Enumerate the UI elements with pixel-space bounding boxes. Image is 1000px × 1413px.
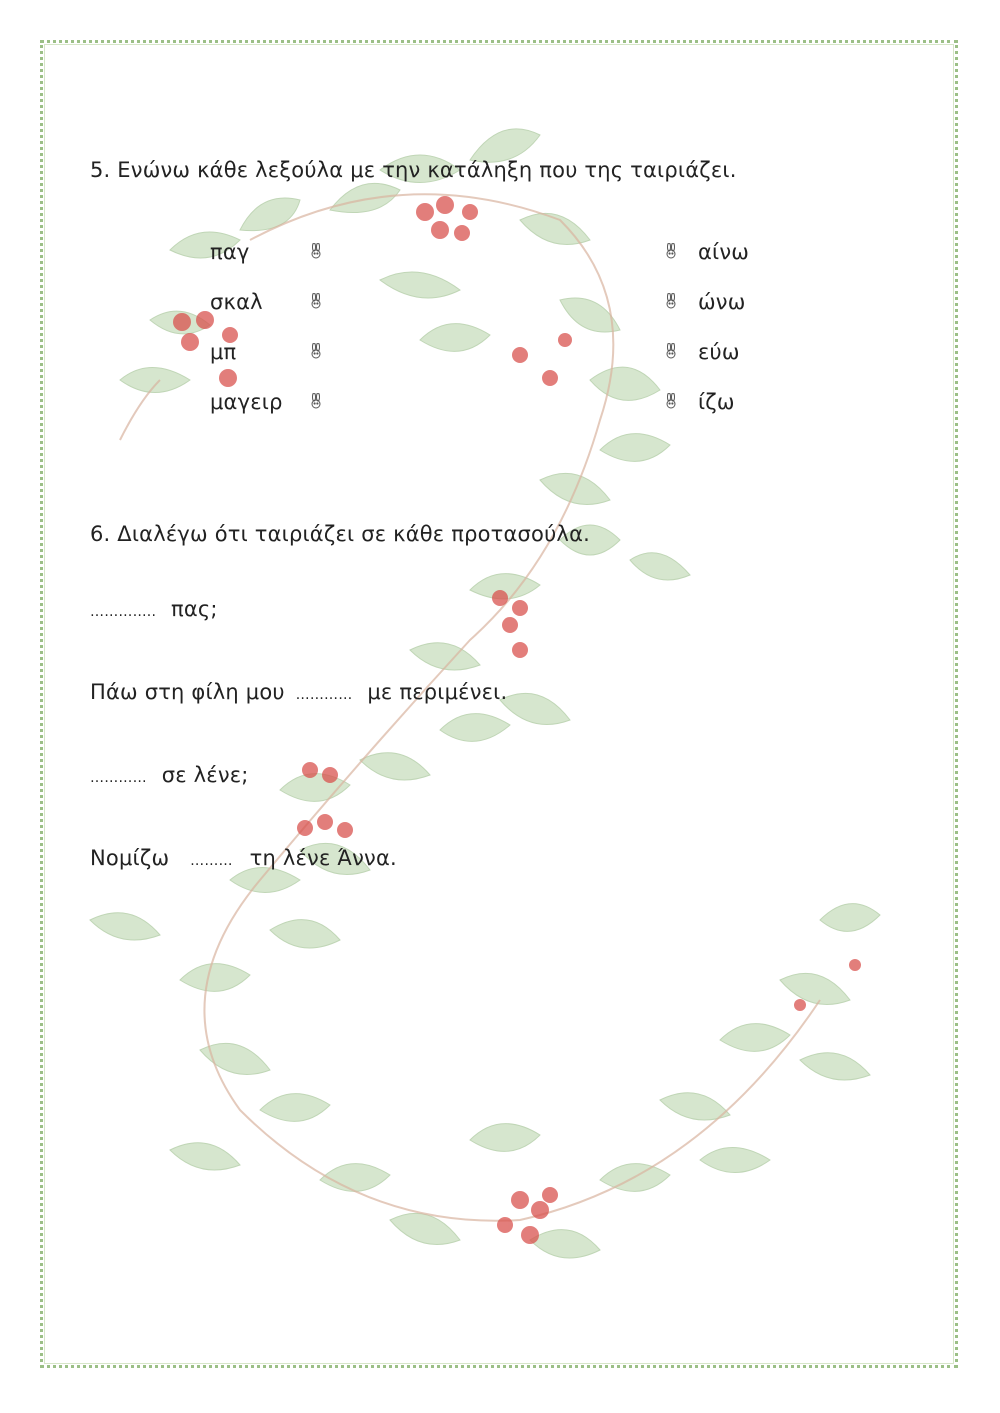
sentence-text: σε λένε; bbox=[161, 763, 249, 787]
blank-fill[interactable]: ………….. bbox=[90, 604, 157, 620]
sentence-text: με περιμένει. bbox=[367, 680, 508, 704]
bunny-bullet-icon[interactable] bbox=[665, 393, 677, 411]
blank-fill[interactable]: ………… bbox=[90, 770, 147, 786]
bunny-bullet-icon[interactable] bbox=[665, 343, 677, 361]
ending-word-2: ώνω bbox=[698, 290, 746, 314]
stem-word-3: μπ bbox=[210, 340, 237, 364]
ending-word-4: ίζω bbox=[698, 390, 735, 414]
sentence-prefix: Νομίζω bbox=[90, 846, 170, 870]
exercise-6-title: 6. Διαλέγω ότι ταιριάζει σε κάθε προτασούλα. bbox=[90, 522, 590, 546]
sentence-4 bbox=[90, 846, 397, 870]
bunny-bullet-icon[interactable] bbox=[665, 243, 677, 261]
sentence-text: τη λένε Άννα. bbox=[249, 846, 397, 870]
bunny-bullet-icon[interactable] bbox=[665, 293, 677, 311]
sentence-2 bbox=[90, 680, 507, 704]
sentence-prefix: Πάω στη φίλη μου bbox=[90, 680, 285, 704]
stem-word-4: μαγειρ bbox=[210, 390, 283, 414]
blank-fill[interactable]: ……… bbox=[190, 853, 233, 869]
ending-word-3: εύω bbox=[698, 340, 740, 364]
bunny-bullet-icon[interactable] bbox=[310, 343, 322, 361]
bunny-bullet-icon[interactable] bbox=[310, 393, 322, 411]
ending-word-1: αίνω bbox=[698, 240, 750, 264]
sentence-text: πας; bbox=[171, 597, 218, 621]
blank-fill[interactable]: ………… bbox=[295, 687, 353, 703]
bunny-bullet-icon[interactable] bbox=[310, 243, 322, 261]
sentence-3 bbox=[90, 763, 249, 787]
page-border-inner bbox=[44, 44, 954, 1364]
bunny-bullet-icon[interactable] bbox=[310, 293, 322, 311]
stem-word-2: σκαλ bbox=[210, 290, 263, 314]
stem-word-1: παγ bbox=[210, 240, 250, 264]
exercise-5-title: 5. Ενώνω κάθε λεξούλα με την κατάληξη που της ταιριάζει. bbox=[90, 158, 737, 182]
sentence-1 bbox=[90, 597, 218, 621]
